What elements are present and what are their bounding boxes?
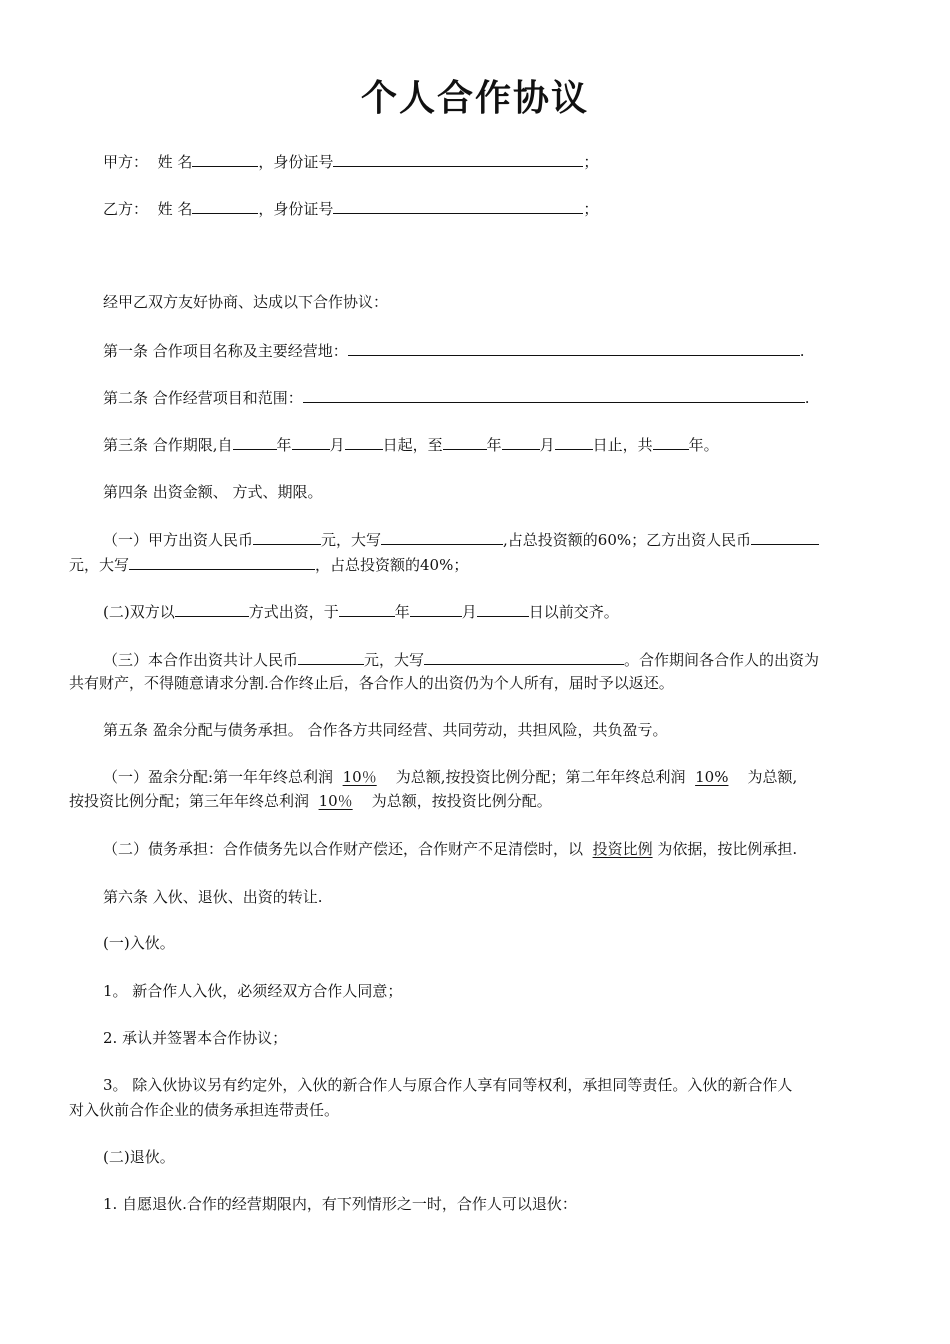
party-b-line — [103, 196, 598, 221]
clause-5-1-b: 为总额,按投资比例分配；第二年年终总利润 — [395, 768, 686, 786]
party-a-name-blank[interactable] — [192, 149, 258, 167]
clause-4-1-d: 元，大写 — [69, 556, 130, 574]
clause-4-2-month-blank[interactable] — [410, 599, 462, 617]
clause-5-1-year2-rate: 10% — [695, 768, 729, 786]
clause-5-1-line2 — [69, 790, 552, 813]
clause-4-3-c: 。合作期间各合作人的出资为 — [624, 651, 820, 669]
article-1 — [103, 338, 805, 363]
party-b-id-label: ，身份证号 — [258, 200, 334, 218]
clause-5-1-c: 为总额, — [747, 768, 798, 786]
party-a-id-blank[interactable] — [333, 149, 583, 167]
article-4: 第四条 出资金额、 方式、期限。 — [103, 483, 323, 501]
article-3-month-blank[interactable] — [292, 432, 330, 450]
clause-4-2-d: 月 — [461, 603, 477, 621]
clause-5-1-year1-rate: 10％ — [342, 768, 377, 786]
clause-5-1-year3-rate: 10％ — [318, 792, 353, 810]
article-3-day2-blank[interactable] — [555, 432, 593, 450]
clause-5-2-b: 为依据，按比例承担. — [657, 840, 798, 858]
clause-4-3-amount-blank[interactable] — [298, 647, 364, 665]
clause-4-3-line2: 共有财产，不得随意请求分割.合作终止后，各合作人的出资仍为个人所有，届时予以返还。 — [69, 674, 674, 692]
party-b-name-blank[interactable] — [192, 196, 258, 214]
article-3 — [103, 432, 719, 457]
clause-6-2: (二)退伙。 — [103, 1148, 175, 1166]
article-3-day-blank[interactable] — [345, 432, 383, 450]
article-5: 第五条 盈余分配与债务承担。 合作各方共同经营、共同劳动，共担风险，共负盈亏。 — [103, 721, 668, 739]
clause-4-3-b: 元，大写 — [364, 651, 425, 669]
document-title: 个人合作协议 — [360, 78, 589, 119]
party-b-label: 乙方： — [103, 200, 149, 218]
article-1-end: . — [799, 342, 805, 360]
clause-4-2-year-blank[interactable] — [339, 599, 395, 617]
party-b-name-label: 姓 名 — [157, 200, 193, 218]
article-3-day-from: 日起，至 — [382, 436, 443, 454]
clause-4-1-words-a-blank[interactable] — [381, 527, 503, 545]
article-3-total-blank[interactable] — [653, 432, 689, 450]
clause-4-1-amount-a-blank[interactable] — [253, 527, 321, 545]
clause-4-2-a: (二)双方以 — [103, 603, 175, 621]
clause-4-2-method-blank[interactable] — [175, 599, 249, 617]
clause-4-1-a: （一）甲方出资人民币 — [103, 531, 254, 549]
intro-line: 经甲乙双方友好协商、达成以下合作协议： — [103, 293, 389, 311]
article-3-total-year: 年。 — [688, 436, 719, 454]
clause-4-2-c: 年 — [394, 603, 410, 621]
clause-5-1-e: 为总额，按投资比例分配。 — [371, 792, 552, 810]
clause-4-3-words-blank[interactable] — [424, 647, 624, 665]
clause-4-1-c: ,占总投资额的60%；乙方出资人民币 — [503, 531, 752, 549]
clause-5-2-a: （二）债务承担：合作债务先以合作财产偿还，合作财产不足清偿时，以 — [103, 840, 584, 858]
clause-4-3-a: （三）本合作出资共计人民币 — [103, 651, 299, 669]
article-2-blank[interactable] — [303, 385, 805, 403]
article-1-blank[interactable] — [348, 338, 800, 356]
clause-5-1-line1 — [103, 766, 797, 789]
party-a-end: ； — [583, 153, 599, 171]
item-6-1-2: 2. 承认并签署本合作协议； — [103, 1029, 288, 1047]
party-a-label: 甲方： — [103, 153, 149, 171]
party-b-id-blank[interactable] — [333, 196, 583, 214]
party-b-end: ； — [583, 200, 599, 218]
clause-4-3-line1 — [103, 647, 819, 672]
clause-4-2-b: 方式出资，于 — [248, 603, 339, 621]
clause-4-1-words-b-blank[interactable] — [129, 552, 315, 570]
article-6: 第六条 入伙、退伙、出资的转让. — [103, 888, 323, 906]
party-a-id-label: ，身份证号 — [258, 153, 334, 171]
clause-4-1-e: ，占总投资额的40%； — [315, 556, 469, 574]
clause-4-1-line2 — [69, 552, 468, 577]
article-3-month2-blank[interactable] — [502, 432, 540, 450]
party-a-line — [103, 149, 598, 174]
article-1-text: 第一条 合作项目名称及主要经营地： — [103, 342, 348, 360]
clause-4-1-line1 — [103, 527, 819, 552]
clause-4-2-e: 日以前交齐。 — [528, 603, 619, 621]
clause-6-1: (一)入伙。 — [103, 934, 175, 952]
item-6-2-1: 1. 自愿退伙.合作的经营期限内，有下列情形之一时，合作人可以退伙： — [103, 1195, 577, 1213]
clause-5-2-basis: 投资比例 — [592, 840, 653, 858]
item-6-1-3-line2: 对入伙前合作企业的债务承担连带责任。 — [69, 1101, 340, 1119]
article-2-end: . — [804, 389, 810, 407]
article-3-year: 年 — [276, 436, 292, 454]
article-3-month2: 月 — [539, 436, 555, 454]
article-2-text: 第二条 合作经营项目和范围： — [103, 389, 303, 407]
clause-4-1-b: 元，大写 — [321, 531, 382, 549]
article-2 — [103, 385, 810, 410]
party-a-name-label: 姓 名 — [157, 153, 193, 171]
clause-4-2 — [103, 599, 619, 624]
item-6-1-1: 1。 新合作人入伙，必须经双方合作人同意； — [103, 982, 403, 1000]
clause-4-2-day-blank[interactable] — [477, 599, 529, 617]
article-3-day-to: 日止，共 — [592, 436, 653, 454]
article-3-year2-blank[interactable] — [443, 432, 487, 450]
article-3-text: 第三条 合作期限,自 — [103, 436, 233, 454]
clause-5-1-d: 按投资比例分配；第三年年终总利润 — [69, 792, 310, 810]
article-3-month: 月 — [329, 436, 345, 454]
article-3-year-blank[interactable] — [233, 432, 277, 450]
clause-4-1-amount-b-blank[interactable] — [751, 527, 819, 545]
item-6-1-3-line1: 3。 除入伙协议另有约定外，入伙的新合作人与原合作人享有同等权利，承担同等责任。入伙的新合作人 — [103, 1076, 793, 1094]
article-3-year2: 年 — [486, 436, 502, 454]
clause-5-1-a: （一）盈余分配:第一年年终总利润 — [103, 768, 334, 786]
clause-5-2 — [103, 838, 797, 861]
